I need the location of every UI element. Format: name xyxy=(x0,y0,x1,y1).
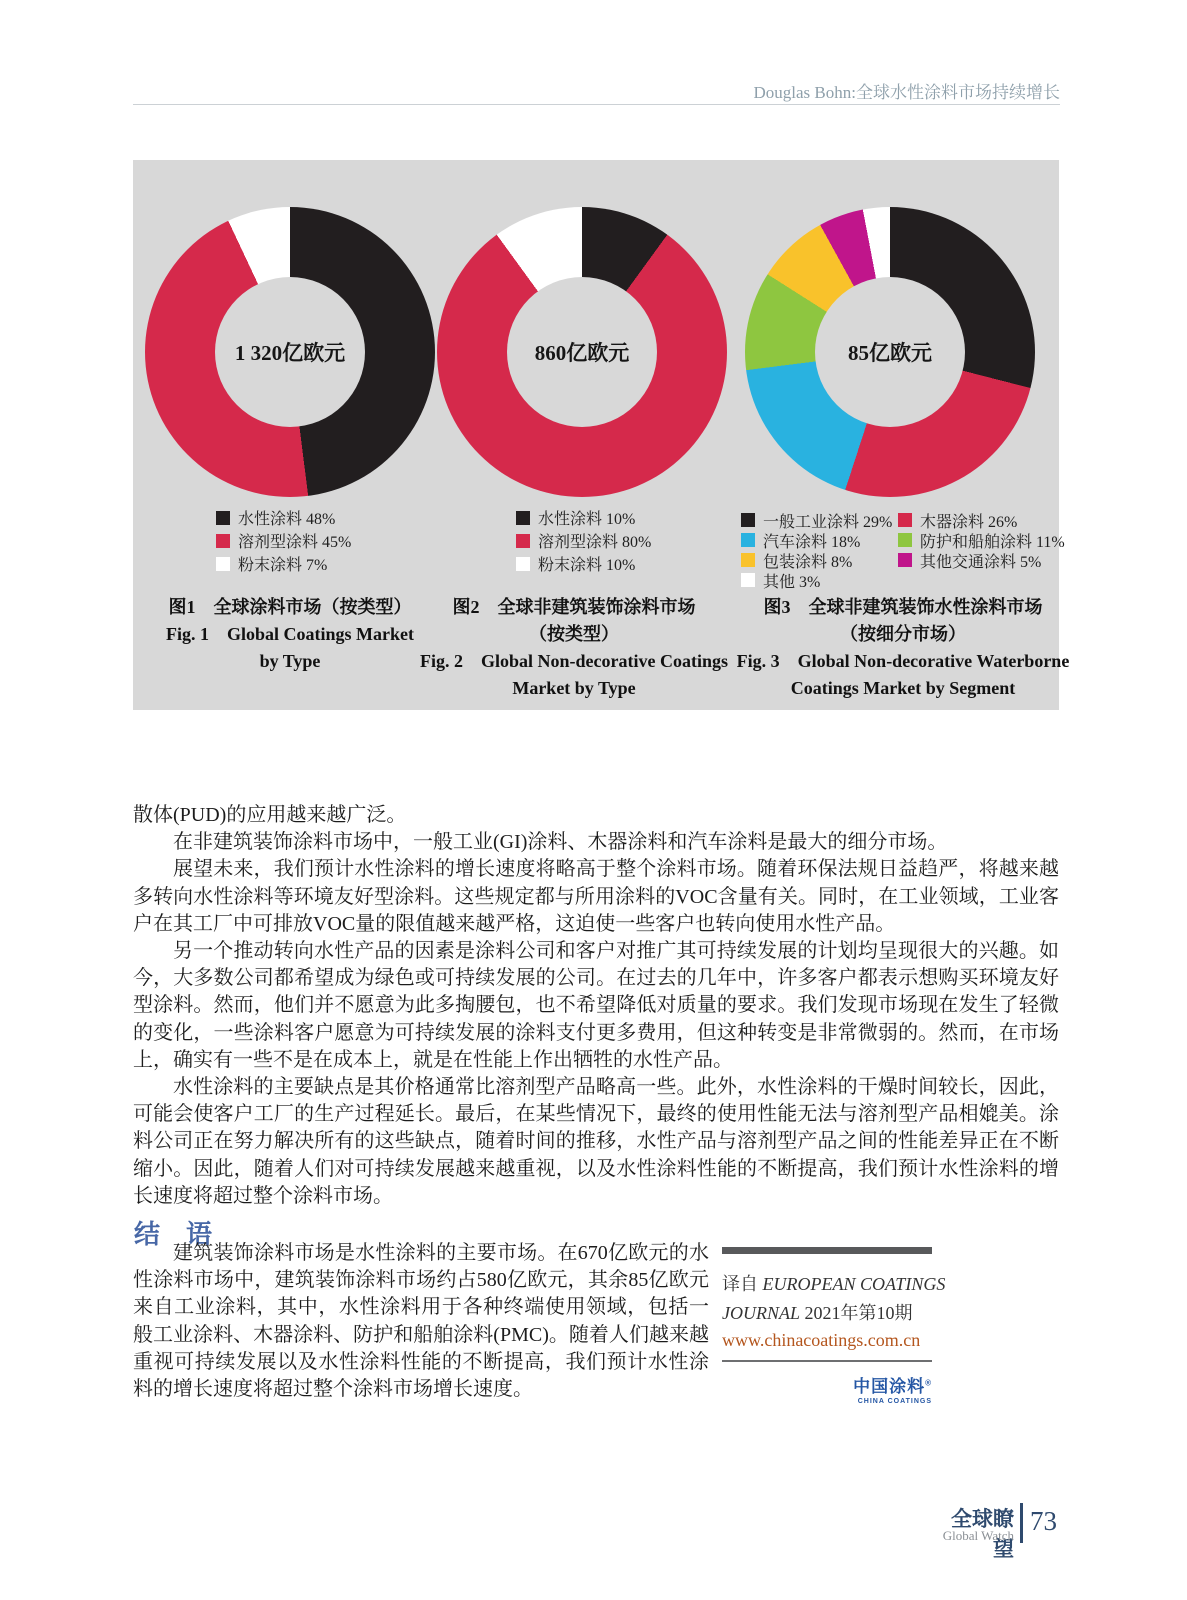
legend-swatch xyxy=(741,553,755,567)
paragraph: 散体(PUD)的应用越来越广泛。 xyxy=(133,804,407,826)
header-divider xyxy=(133,104,1060,105)
footer-section-zh: 全球瞭望 xyxy=(951,1508,1014,1561)
legend-item xyxy=(741,550,898,570)
figures-panel xyxy=(133,160,1070,710)
figure-caption-line: by Type xyxy=(259,651,321,671)
source-prefix: 译自 xyxy=(722,1274,758,1294)
legend-swatch xyxy=(741,533,755,547)
legend-item xyxy=(898,530,1065,550)
figure-caption-line: Coatings Market by Segment xyxy=(790,678,1016,698)
legend-item xyxy=(898,510,1065,530)
legend-label: 其他交通涂料 5% xyxy=(920,553,1042,571)
footer-divider xyxy=(1020,1503,1023,1543)
legend-label: 粉末涂料 7% xyxy=(238,557,328,574)
paragraph: 展望未来，我们预计水性涂料的增长速度将略高于整个涂料市场。随着环保法规日益趋严，将越来越多转向水性涂料等环境友好型涂料。这些规定都与所用涂料的VOC含量有关。同时，在工业领域，工业客户在其工厂中可排放VOC量的限值越来越严格，这迫使一些客户也转向使用水性产品。 xyxy=(133,858,1059,935)
legend-label: 木器涂料 26% xyxy=(920,513,1018,531)
donut-hole xyxy=(815,277,965,427)
figure-caption-3 xyxy=(718,594,1088,702)
legend-label: 包装涂料 8% xyxy=(763,553,853,571)
paragraph: 在非建筑装饰涂料市场中，一般工业(GI)涂料、木器涂料和汽车涂料是最大的细分市场。 xyxy=(173,831,948,854)
legend-label: 水性涂料 48% xyxy=(238,511,336,528)
conclusion-heading: 结 语 xyxy=(134,1218,213,1249)
source-note-line-1 xyxy=(722,1270,952,1299)
sidebar-thick-rule xyxy=(722,1247,932,1254)
figure-caption-line: Fig. 1 Global Coatings Market xyxy=(166,624,414,644)
figure-caption-line: （按细分市场） xyxy=(840,624,966,644)
source-issue: 2021年第10期 xyxy=(804,1303,913,1323)
legend-item xyxy=(741,510,898,530)
legend-item xyxy=(741,570,898,590)
trademark-icon: ® xyxy=(925,1378,932,1388)
legend-label: 溶剂型涂料 45% xyxy=(238,534,352,551)
conclusion-paragraph xyxy=(133,1240,709,1403)
legend-swatch xyxy=(741,513,755,527)
source-journal-name: JOURNAL xyxy=(722,1303,800,1323)
figure-caption-line: 图2 全球非建筑装饰涂料市场 xyxy=(452,597,696,617)
figure-caption-line: 图3 全球非建筑装饰水性涂料市场 xyxy=(763,597,1043,617)
donut-center-label: 85亿欧元 xyxy=(848,341,932,365)
legend-label: 一般工业涂料 29% xyxy=(763,513,893,531)
footer-section-en: Global Watch xyxy=(942,1528,1014,1543)
donut-center-label: 860亿欧元 xyxy=(534,341,630,365)
source-note-line-2 xyxy=(722,1299,952,1328)
donut-center-label: 1 320亿欧元 xyxy=(234,341,346,365)
figure-caption-line: Fig. 2 Global Non-decorative Coatings xyxy=(420,651,728,671)
source-note xyxy=(722,1270,952,1328)
legend-swatch xyxy=(898,513,912,527)
running-header: Douglas Bohn:全球水性涂料市场持续增长 xyxy=(753,83,1060,102)
logo-zh: 中国涂料® xyxy=(853,1377,932,1396)
china-coatings-logo xyxy=(722,1372,932,1405)
paragraph: 另一个推动转向水性产品的因素是涂料公司和客户对推广其可持续发展的计划均呈现很大的兴趣。如今，大多数公司都希望成为绿色或可持续发展的公司。在过去的几年中，许多客户都表示想购买环境友好型涂料。然而，他们并不愿意为此多掏腰包，也不希望降低对质量的要求。我们发现市场现在发生了轻微的变化，一些涂料客户愿意为可持续发展的涂料支付更多费用，但这种转变是非常微弱的。然而，在市场上，确实有一些不是在成本上，就是在性能上作出牺牲的水性产品。 xyxy=(133,940,1059,1071)
legend-label: 其他 3% xyxy=(763,573,821,591)
article-body xyxy=(133,802,1059,1210)
source-journal-name: EUROPEAN COATINGS xyxy=(762,1274,946,1294)
legend-swatch xyxy=(898,533,912,547)
figure-caption-line: Market by Type xyxy=(512,678,636,698)
legend-swatch xyxy=(741,573,755,587)
legend-label: 溶剂型涂料 80% xyxy=(538,534,652,551)
logo-en: CHINA COATINGS xyxy=(857,1398,932,1405)
legend-label: 汽车涂料 18% xyxy=(763,533,861,551)
sidebar-thin-rule xyxy=(722,1360,932,1362)
figure-3 xyxy=(133,160,1070,710)
legend-label: 防护和船舶涂料 11% xyxy=(920,533,1065,551)
page-number: 73 xyxy=(1030,1506,1057,1536)
figure-caption-line: （按类型） xyxy=(529,624,619,644)
legend-label: 水性涂料 10% xyxy=(538,511,636,528)
paragraph: 水性涂料的主要缺点是其价格通常比溶剂型产品略高一些。此外，水性涂料的干燥时间较长，因此，可能会使客户工厂的生产过程延长。最后，在某些情况下，最终的使用性能无法与溶剂型产品相媲美。涂料公司正在努力解决所有的这些缺点，随着时间的推移，水性产品与溶剂型产品之间的性能差异正在不断缩小。因此，随着人们对可持续发展越来越重视，以及水性涂料性能的不断提高，我们预计水性涂料的增长速度将超过整个涂料市场。 xyxy=(133,1076,1059,1207)
legend-item xyxy=(898,550,1065,570)
legend-label: 粉末涂料 10% xyxy=(538,557,636,574)
legend-swatch xyxy=(898,553,912,567)
figure-caption-line: 图1 全球涂料市场（按类型） xyxy=(168,597,412,617)
figure-caption-line: Fig. 3 Global Non-decorative Waterborne xyxy=(736,651,1070,671)
paragraph: 建筑装饰涂料市场是水性涂料的主要市场。在670亿欧元的水性涂料市场中，建筑装饰涂料市场约占580亿欧元，其余85亿欧元来自工业涂料，其中，水性涂料用于各种终端使用领域，包括一般工业涂料、木器涂料、防护和船舶涂料(PMC)。随着人们越来越重视可持续发展以及水性涂料性能的不断提高，我们预计水性涂料的增长速度将超过整个涂料市场增长速度。 xyxy=(133,1242,709,1401)
legend-3 xyxy=(741,510,1065,590)
legend-item xyxy=(741,530,898,550)
website-link[interactable]: www.chinacoatings.com.cn xyxy=(722,1330,921,1350)
donut-chart-3 xyxy=(745,207,1035,497)
